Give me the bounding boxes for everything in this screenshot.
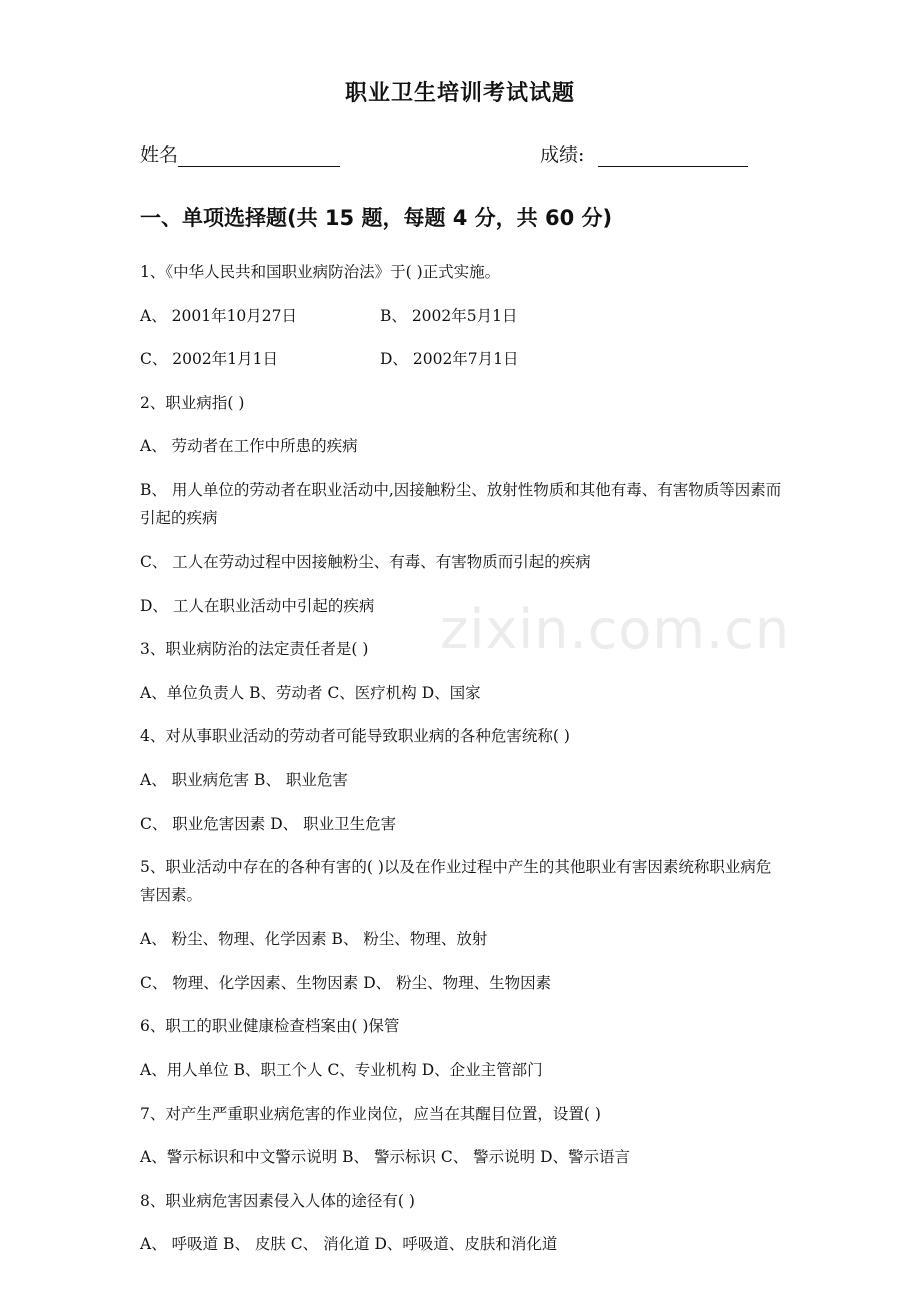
q2-option-d[interactable]: D、 工人在职业活动中引起的疾病 xyxy=(140,596,375,615)
q4-options-cd[interactable]: C、 职业危害因素 D、 职业卫生危害 xyxy=(140,814,397,833)
q1-options-cd xyxy=(140,345,785,389)
score-label: 成绩: xyxy=(540,144,585,166)
q7-options[interactable]: A、警示标识和中文警示说明 B、 警示标识 C、 警示说明 D、警示语言 xyxy=(140,1148,631,1167)
q2-option-a[interactable]: A、 劳动者在工作中所患的疾病 xyxy=(140,437,358,456)
section-title: 一、单项选择题(共 15 题，每题 4 分，共 60 分) xyxy=(140,206,613,230)
q5-options-ab[interactable]: A、 粉尘、物理、化学因素 B、 粉尘、物理、放射 xyxy=(140,930,488,949)
name-label: 姓名 xyxy=(140,144,179,166)
q2-option-c[interactable]: C、 工人在劳动过程中因接触粉尘、有毒、有害物质而引起的疾病 xyxy=(140,552,591,571)
q4-stem: 4、对从事职业活动的劳动者可能导致职业病的各种危害统称( ) xyxy=(140,727,570,746)
page-title: 职业卫生培训考试试题 xyxy=(344,81,575,106)
name-blank[interactable] xyxy=(178,144,340,167)
q3-stem: 3、职业病防治的法定责任者是( ) xyxy=(140,640,369,659)
score-field xyxy=(540,140,748,167)
q1-options-ab xyxy=(140,302,785,346)
q8-options[interactable]: A、 呼吸道 B、 皮肤 C、 消化道 D、呼吸道、皮肤和消化道 xyxy=(140,1235,558,1254)
q8-stem: 8、职业病危害因素侵入人体的途径有( ) xyxy=(140,1191,415,1210)
name-field xyxy=(140,140,340,167)
q1-option-a[interactable]: A、 2001年10月27日 xyxy=(140,306,298,325)
q7-stem: 7、对产生严重职业病危害的作业岗位，应当在其醒目位置，设置( ) xyxy=(140,1104,601,1123)
q2-option-b[interactable]: B、 用人单位的劳动者在职业活动中,因接触粉尘、放射性物质和其他有毒、有害物质等因素而引起的疾病 xyxy=(140,480,782,527)
q1-option-d[interactable]: D、 2002年7月1日 xyxy=(380,350,519,369)
q3-options[interactable]: A、单位负责人 B、劳动者 C、医疗机构 D、国家 xyxy=(140,683,481,702)
student-info-row xyxy=(140,140,780,170)
q1-option-c[interactable]: C、 2002年1月1日 xyxy=(140,350,278,369)
q5-stem: 5、职业活动中存在的各种有害的( )以及在作业过程中产生的其他职业有害因素统称职业病危害因素。 xyxy=(140,858,772,905)
q6-stem: 6、职工的职业健康检查档案由( )保管 xyxy=(140,1017,400,1036)
q4-options-ab[interactable]: A、 职业病危害 B、 职业危害 xyxy=(140,770,348,789)
q2-stem: 2、职业病指( ) xyxy=(140,393,245,412)
score-blank[interactable] xyxy=(598,144,748,167)
q1-stem: 1、《中华人民共和国职业病防治法》于( )正式实施。 xyxy=(140,263,501,281)
q5-options-cd[interactable]: C、 物理、化学因素、生物因素 D、 粉尘、物理、生物因素 xyxy=(140,973,552,992)
watermark: zixin.com.cn xyxy=(440,598,791,661)
q1-option-b[interactable]: B、 2002年5月1日 xyxy=(380,306,518,325)
q6-options[interactable]: A、用人单位 B、职工个人 C、专业机构 D、企业主管部门 xyxy=(140,1060,543,1079)
question-list xyxy=(140,258,785,1274)
